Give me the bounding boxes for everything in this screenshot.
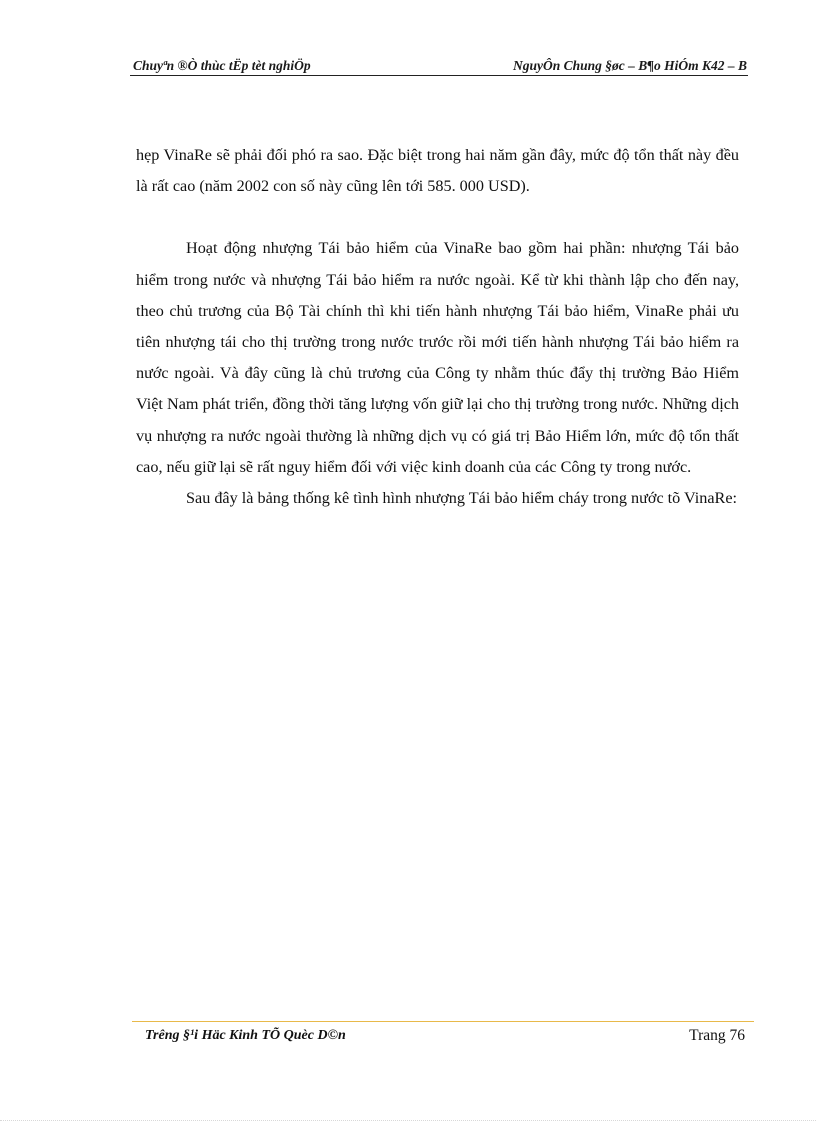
paragraph-2: Hoạt động nhượng Tái bảo hiểm của VinaRe bao gồm hai phần: nhượng Tái bảo hiểm trong nước và nhượng Tái bảo hiểm ra nước ngoài. Kể từ khi thành lập cho đến nay, theo chủ trương của Bộ Tài chính thì khi tiến hành nhượng Tái bảo hiểm, VinaRe phải ưu tiên nhượng tái cho thị trường trong nước trước rồi mới tiến hành nhượng Tái bảo hiểm ra nước ngoài. Và đây cũng là chủ trương của Công ty nhằm thúc đẩy thị trường Bảo Hiểm Việt Nam phát triển, đồng thời tăng lượng vốn giữ lại cho thị trường trong nước. Những dịch vụ nhượng ra nước ngoài thường là những dịch vụ có giá trị Bảo Hiểm lớn, mức độ tổn thất cao, nếu giữ lại sẽ rất nguy hiểm đối với việc kinh doanh của các Công ty trong nước.	[136, 239, 739, 476]
header-right-author: NguyÔn Chung §øc – B¶o HiÓm K42 – B	[512, 58, 747, 73]
page-number: Trang 76	[689, 1027, 745, 1044]
paragraph-1: hẹp VinaRe sẽ phải đối phó ra sao. Đặc biệt trong hai năm gần đây, mức độ tổn thất này đều là rất cao (năm 2002 con số này cũng lên tới 585. 000 USD).	[136, 146, 739, 196]
footer-institution: Trêng §¹i Häc Kinh TÕ Quèc D©n	[145, 1028, 346, 1043]
body-text	[136, 140, 739, 514]
header-divider	[130, 75, 748, 76]
page-header	[133, 52, 747, 74]
page-footer	[145, 1024, 745, 1048]
footer-divider	[132, 1021, 754, 1022]
page-bottom-edge	[0, 1120, 816, 1121]
paragraph-3: Sau đây là bảng thống kê tình hình nhượng Tái bảo hiểm cháy trong nước tõ VinaRe:	[186, 489, 737, 508]
header-left-title: Chuyªn ®Ò thùc tËp tèt nghiÖp	[133, 58, 311, 73]
